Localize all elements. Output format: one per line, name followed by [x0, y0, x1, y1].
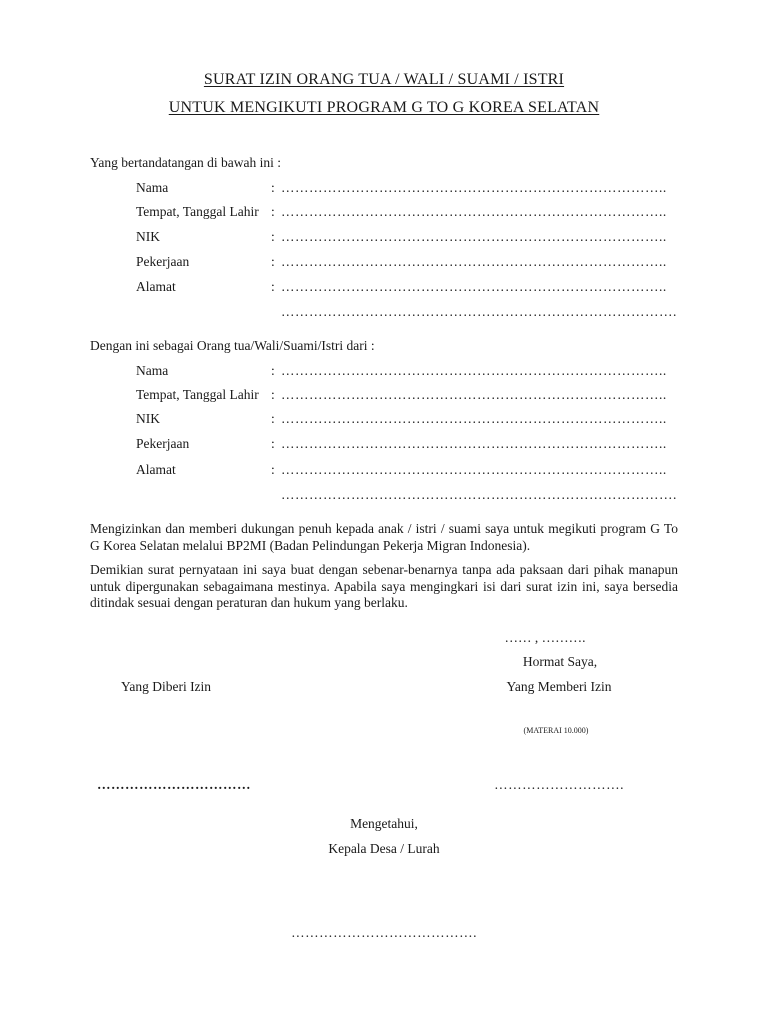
- s1-alamat-label: Alamat: [136, 279, 176, 294]
- section1-intro: Yang bertandatangan di bawah ini :: [90, 155, 281, 170]
- s2-nama-field: ………………………………………………………………………..: [281, 363, 667, 378]
- s2-alamat-extra-field: ………………………………………………………………………….: [281, 487, 677, 502]
- s1-alamat-colon: :: [271, 279, 275, 294]
- s1-nama-label: Nama: [136, 180, 169, 195]
- s2-nik-field: ………………………………………………………………………..: [281, 411, 667, 426]
- s2-nama-colon: :: [271, 363, 275, 378]
- document-title-line1: SURAT IZIN ORANG TUA / WALI / SUAMI / ISTRI: [203, 71, 565, 88]
- permission-paragraph: Mengizinkan dan memberi dukungan penuh kepada anak / istri / suami saya untuk megikuti program G To G Korea Selatan melalui BP2MI (Badan Pelindungan Pekerja Migran Indonesia).: [90, 521, 678, 553]
- s2-ttl-label: Tempat, Tanggal Lahir: [136, 387, 259, 402]
- s1-nik-colon: :: [271, 229, 275, 244]
- s2-pekerjaan-field: ………………………………………………………………………..: [281, 436, 667, 451]
- s2-alamat-field: ………………………………………………………………………..: [281, 462, 667, 477]
- s1-nama-colon: :: [271, 180, 275, 195]
- recipient-label: Yang Diberi Izin: [120, 679, 212, 694]
- s1-alamat-field: ………………………………………………………………………..: [281, 279, 667, 294]
- s1-nama-field: ………………………………………………………………………..: [281, 180, 667, 195]
- s2-nik-colon: :: [271, 411, 275, 426]
- document-title-line2: UNTUK MENGIKUTI PROGRAM G TO G KOREA SELATAN: [168, 99, 600, 116]
- grantor-label: Yang Memberi Izin: [506, 679, 612, 694]
- village-head-signature-line: ………………………………….: [291, 925, 477, 940]
- s1-nik-field: ………………………………………………………………………..: [281, 229, 667, 244]
- village-head-label: Kepala Desa / Lurah: [328, 841, 440, 856]
- regards-text: Hormat Saya,: [522, 654, 598, 669]
- s1-alamat-extra-field: ………………………………………………………………………….: [281, 304, 677, 319]
- materai-stamp-note: (MATERAI 10.000): [523, 726, 589, 735]
- s2-ttl-field: ………………………………………………………………………..: [281, 387, 667, 402]
- s1-ttl-label: Tempat, Tanggal Lahir: [136, 204, 259, 219]
- s1-ttl-field: ………………………………………………………………………..: [281, 204, 667, 219]
- s2-alamat-colon: :: [271, 462, 275, 477]
- s2-nama-label: Nama: [136, 363, 169, 378]
- s2-pekerjaan-label: Pekerjaan: [136, 436, 190, 451]
- s2-pekerjaan-colon: :: [271, 436, 275, 451]
- s1-pekerjaan-colon: :: [271, 254, 275, 269]
- acknowledged-text: Mengetahui,: [350, 816, 418, 831]
- grantor-signature-line: ……………………….: [494, 777, 624, 792]
- declaration-paragraph: Demikian surat pernyataan ini saya buat dengan sebenar-benarnya tanpa ada paksaan dari pihak manapun untuk dipergunakan sebagaimana mestinya. Apabila saya mengingkari isi dari surat izin ini, saya bersedia ditindak sesuai dengan peraturan dan hukum yang berlaku.: [90, 562, 678, 610]
- section2-intro: Dengan ini sebagai Orang tua/Wali/Suami/Istri dari :: [90, 338, 375, 353]
- s1-nik-label: NIK: [136, 229, 160, 244]
- s1-ttl-colon: :: [271, 204, 275, 219]
- s1-pekerjaan-field: ………………………………………………………………………..: [281, 254, 667, 269]
- place-date: …… , ……….: [504, 630, 586, 645]
- recipient-signature-line: ……………………………: [97, 777, 251, 792]
- s2-ttl-colon: :: [271, 387, 275, 402]
- s2-alamat-label: Alamat: [136, 462, 176, 477]
- s1-pekerjaan-label: Pekerjaan: [136, 254, 190, 269]
- s2-nik-label: NIK: [136, 411, 160, 426]
